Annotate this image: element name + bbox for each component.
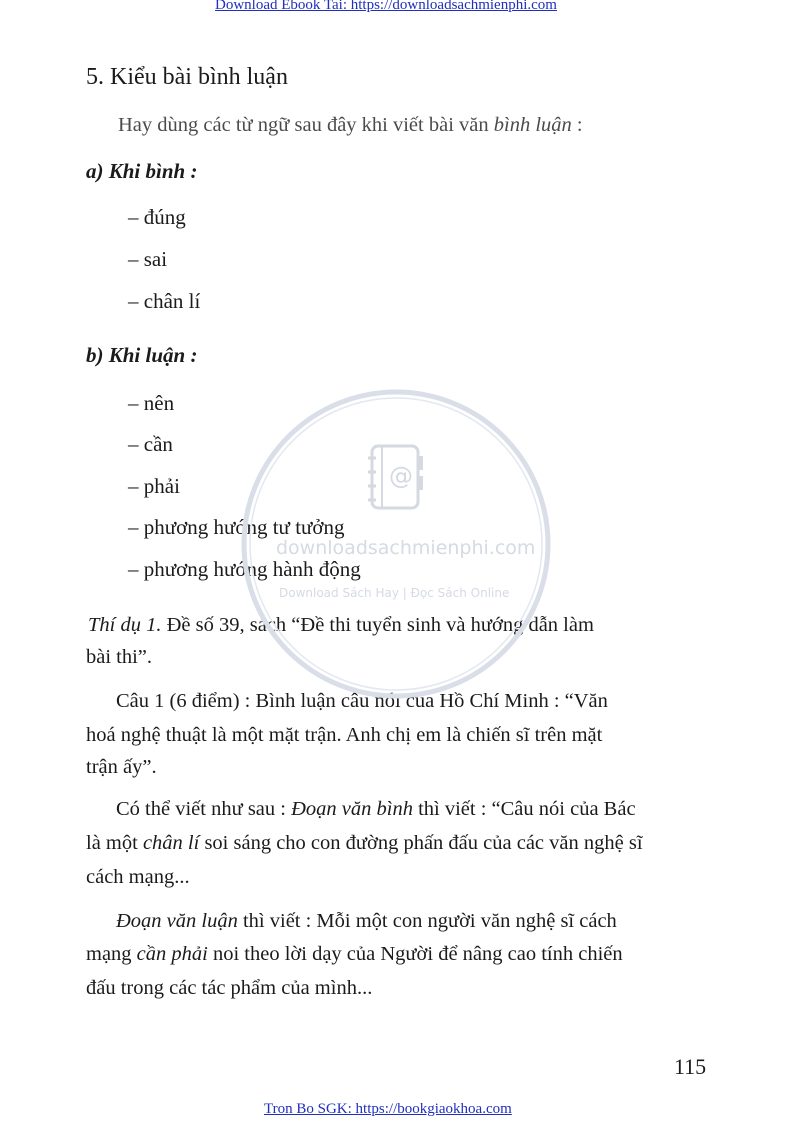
intro-emphasis: bình luận	[493, 114, 572, 136]
luan-line-2-emphasis: cần phải	[136, 943, 208, 965]
luan-line-1	[116, 910, 617, 933]
binh-emphasis: Đoạn văn bình	[291, 798, 413, 820]
question-line-1: Câu 1 (6 điểm) : Bình luận câu nói của Hồ Chí Minh : “Văn	[116, 690, 608, 712]
list-item: – đúng	[128, 205, 186, 229]
list-item: – cần	[128, 432, 173, 456]
luan-line-2-suffix: noi theo lời dạy của Người để nâng cao tính chiến	[207, 943, 623, 965]
section-title: 5. Kiểu bài bình luận	[86, 64, 288, 90]
footer-sgk-link[interactable]: Tron Bo SGK: https://bookgiaokhoa.com	[264, 1101, 512, 1117]
binh-line-2-suffix: soi sáng cho con đường phấn đấu của các văn nghệ sĩ	[199, 832, 643, 854]
watermark	[238, 386, 554, 702]
binh-line-2-emphasis: chân lí	[142, 832, 200, 854]
example-line-2: bài thi”.	[86, 646, 153, 668]
list-item: – phương hướng tư tưởng	[128, 515, 345, 539]
list-item: – nên	[128, 391, 175, 415]
page-number: 115	[674, 1054, 707, 1079]
luan-emphasis: Đoạn văn luận	[116, 910, 238, 932]
watermark-circle	[238, 386, 554, 702]
list-item: – phải	[128, 474, 180, 498]
watermark-site: downloadsachmienphi.com	[276, 537, 536, 559]
intro-colon: :	[571, 114, 583, 136]
list-item: – sai	[128, 247, 168, 271]
luan-line-3: đấu trong các tác phẩm của mình...	[86, 977, 373, 999]
list-item: – phương hướng hành động	[128, 557, 361, 581]
luan-suffix: thì viết : Mỗi một con người văn nghệ sĩ cách	[237, 910, 617, 932]
watermark-tagline: Download Sách Hay | Đọc Sách Online	[279, 586, 510, 600]
part-a-label: a) Khi bình :	[86, 159, 198, 183]
question-line-3: trận ấy”.	[86, 756, 157, 778]
luan-line-2-prefix: mạng	[86, 943, 137, 965]
example-line-1	[88, 614, 594, 637]
notebook-at-icon	[366, 442, 426, 517]
intro-text: Hay dùng các từ ngữ sau đây khi viết bài văn	[118, 114, 494, 136]
binh-prefix: Có thể viết như sau :	[116, 798, 292, 820]
binh-line-1	[116, 798, 636, 821]
example-label: Thí dụ 1.	[88, 614, 162, 636]
svg-text:@: @	[389, 462, 413, 490]
luan-line-2	[86, 943, 623, 966]
header-download-link[interactable]: Download Ebook Tai: https://downloadsachmienphi.com	[215, 0, 557, 13]
intro-paragraph	[118, 114, 583, 137]
list-item: – chân lí	[128, 289, 201, 313]
question-line-2: hoá nghệ thuật là một mặt trận. Anh chị em là chiến sĩ trên mặt	[86, 724, 603, 746]
part-b-label: b) Khi luận :	[86, 343, 198, 367]
example-text: Đề số 39, sách “Đề thi tuyển sinh và hướng dẫn làm	[161, 614, 594, 636]
binh-line-2-prefix: là một	[86, 832, 143, 854]
binh-suffix: thì viết : “Câu nói của Bác	[412, 798, 636, 820]
binh-line-2	[86, 832, 643, 855]
binh-line-3: cách mạng...	[86, 866, 190, 888]
